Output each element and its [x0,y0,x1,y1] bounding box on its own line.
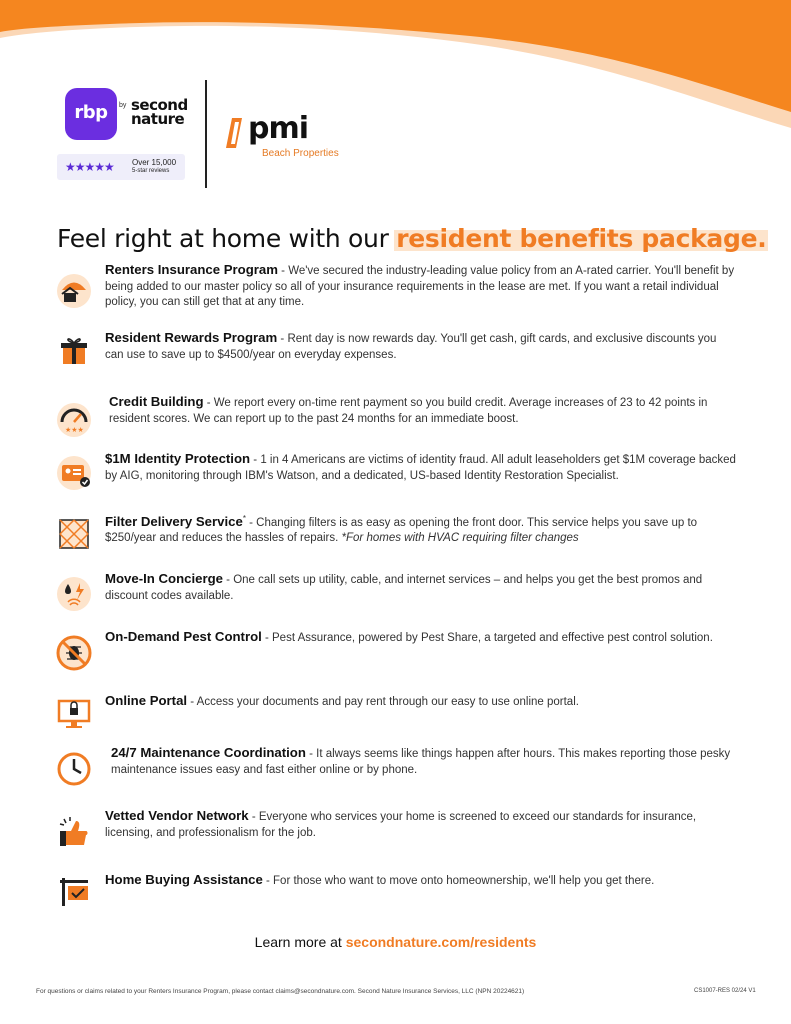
headline-accent: resident benefits package. [396,224,767,253]
footer-doc-code: CS1007-RES 02/24 V1 [694,988,756,994]
benefit-note: *For homes with HVAC requiring filter changes [341,532,579,545]
benefit-title: Move-In Concierge [105,571,223,586]
learn-more-link[interactable]: secondnature.com/residents [345,934,537,950]
pmi-wordmark: pmi [248,111,309,146]
benefit-title: On-Demand Pest Control [105,629,262,644]
logo-by-text: by [119,102,127,109]
no-pest-icon [56,635,92,671]
pmi-beach-properties-logo [222,111,372,164]
five-star-icon: ★★★★★ [65,160,114,174]
gift-icon [56,333,92,369]
rbp-second-nature-logo [57,84,187,182]
second-nature-wordmark: second nature [131,96,188,128]
learn-more-lead: Learn more at [254,934,346,950]
monitor-icon [56,696,92,732]
pmi-subtitle: Beach Properties [262,148,339,159]
benefit-description: - For those who want to move onto homeownership, we'll help you get there. [262,875,655,887]
benefit-title: 24/7 Maintenance Coordination [111,745,306,760]
benefit-description: - Changing filters is as easy as opening the front door. This service helps you save up to $250/year and reduces the hassles of repairs. [105,516,698,545]
benefit-description: - We report every on-time rent payment so you build credit. Average increases of 23 to 42 points in resident scores. We can report up to the past 24 months for an immediate boost. [109,397,708,425]
logo-divider [205,80,207,188]
rbp-mark: rbp [65,88,117,140]
benefit-description: - Access your documents and pay rent through our easy to use online portal. [187,696,579,708]
benefit-description: - Pest Assurance, powered by Pest Share, a targeted and effective pest control solution. [261,632,713,644]
learn-more [0,934,791,950]
benefit-description: - One call sets up utility, cable, and internet services – and helps you get the best promos and discount codes available. [105,574,703,602]
review-label: 5-star reviews [132,168,170,174]
footer-disclaimer: For questions or claims related to your Renters Insurance Program, please contact claims@secondnature.com. Second Nature Insurance Services, LLC (NPN 20224621) [36,988,525,995]
sold-sign-icon [56,874,92,910]
benefit-title: $1M Identity Protection [105,451,251,466]
benefit-title: Credit Building [109,394,204,409]
benefit-title: Renters Insurance Program [105,262,278,277]
umbrella-house-icon [56,273,92,309]
svg-text:★★★: ★★★ [65,427,84,434]
benefit-title: Resident Rewards Program [105,330,278,345]
clock-icon [56,751,92,787]
benefit-title: Filter Delivery Service [105,513,243,529]
headline-lead: Feel right at home with our [57,224,397,253]
benefit-description: - It always seems like things happen after hours. This makes reporting those pesky maintenance issues easy and fast either online or by phone. [111,748,731,776]
benefit-title: Home Buying Assistance [105,872,263,887]
benefit-title: Vetted Vendor Network [105,808,249,823]
review-badge [57,154,185,180]
utilities-icon [56,576,92,612]
benefit-description: - Everyone who services your home is screened to exceed our standards for insurance, licensing, and professionalism for the job. [105,811,697,839]
benefit-description: - We've secured the industry-leading value policy from an A-rated carrier. You'll benefit by being added to our master policy so all of your insurance requirements in the lease are met. If you want a retail individual policy, you can still get that at any time. [105,265,735,308]
benefit-title: Online Portal [105,693,188,708]
benefit-footnote-mark: * [242,514,246,523]
review-count: Over 15,000 [132,158,177,167]
pmi-slash-icon [226,118,242,148]
page-headline [57,224,766,253]
filter-icon [56,516,92,552]
id-card-icon [56,455,92,491]
benefit-description: - Rent day is now rewards day. You'll get cash, gift cards, and exclusive discounts you can use to save up to $4500/year on everyday expenses. [105,333,717,361]
benefit-description: - 1 in 4 Americans are victims of identity fraud. All adult leaseholders get $1M coverage backed by AIG, monitoring through IBM's Watson, and a dedicated, US-based Identity Restoration Specialist. [105,454,736,482]
gauge-icon [56,402,92,438]
thumbs-up-icon [56,815,92,851]
